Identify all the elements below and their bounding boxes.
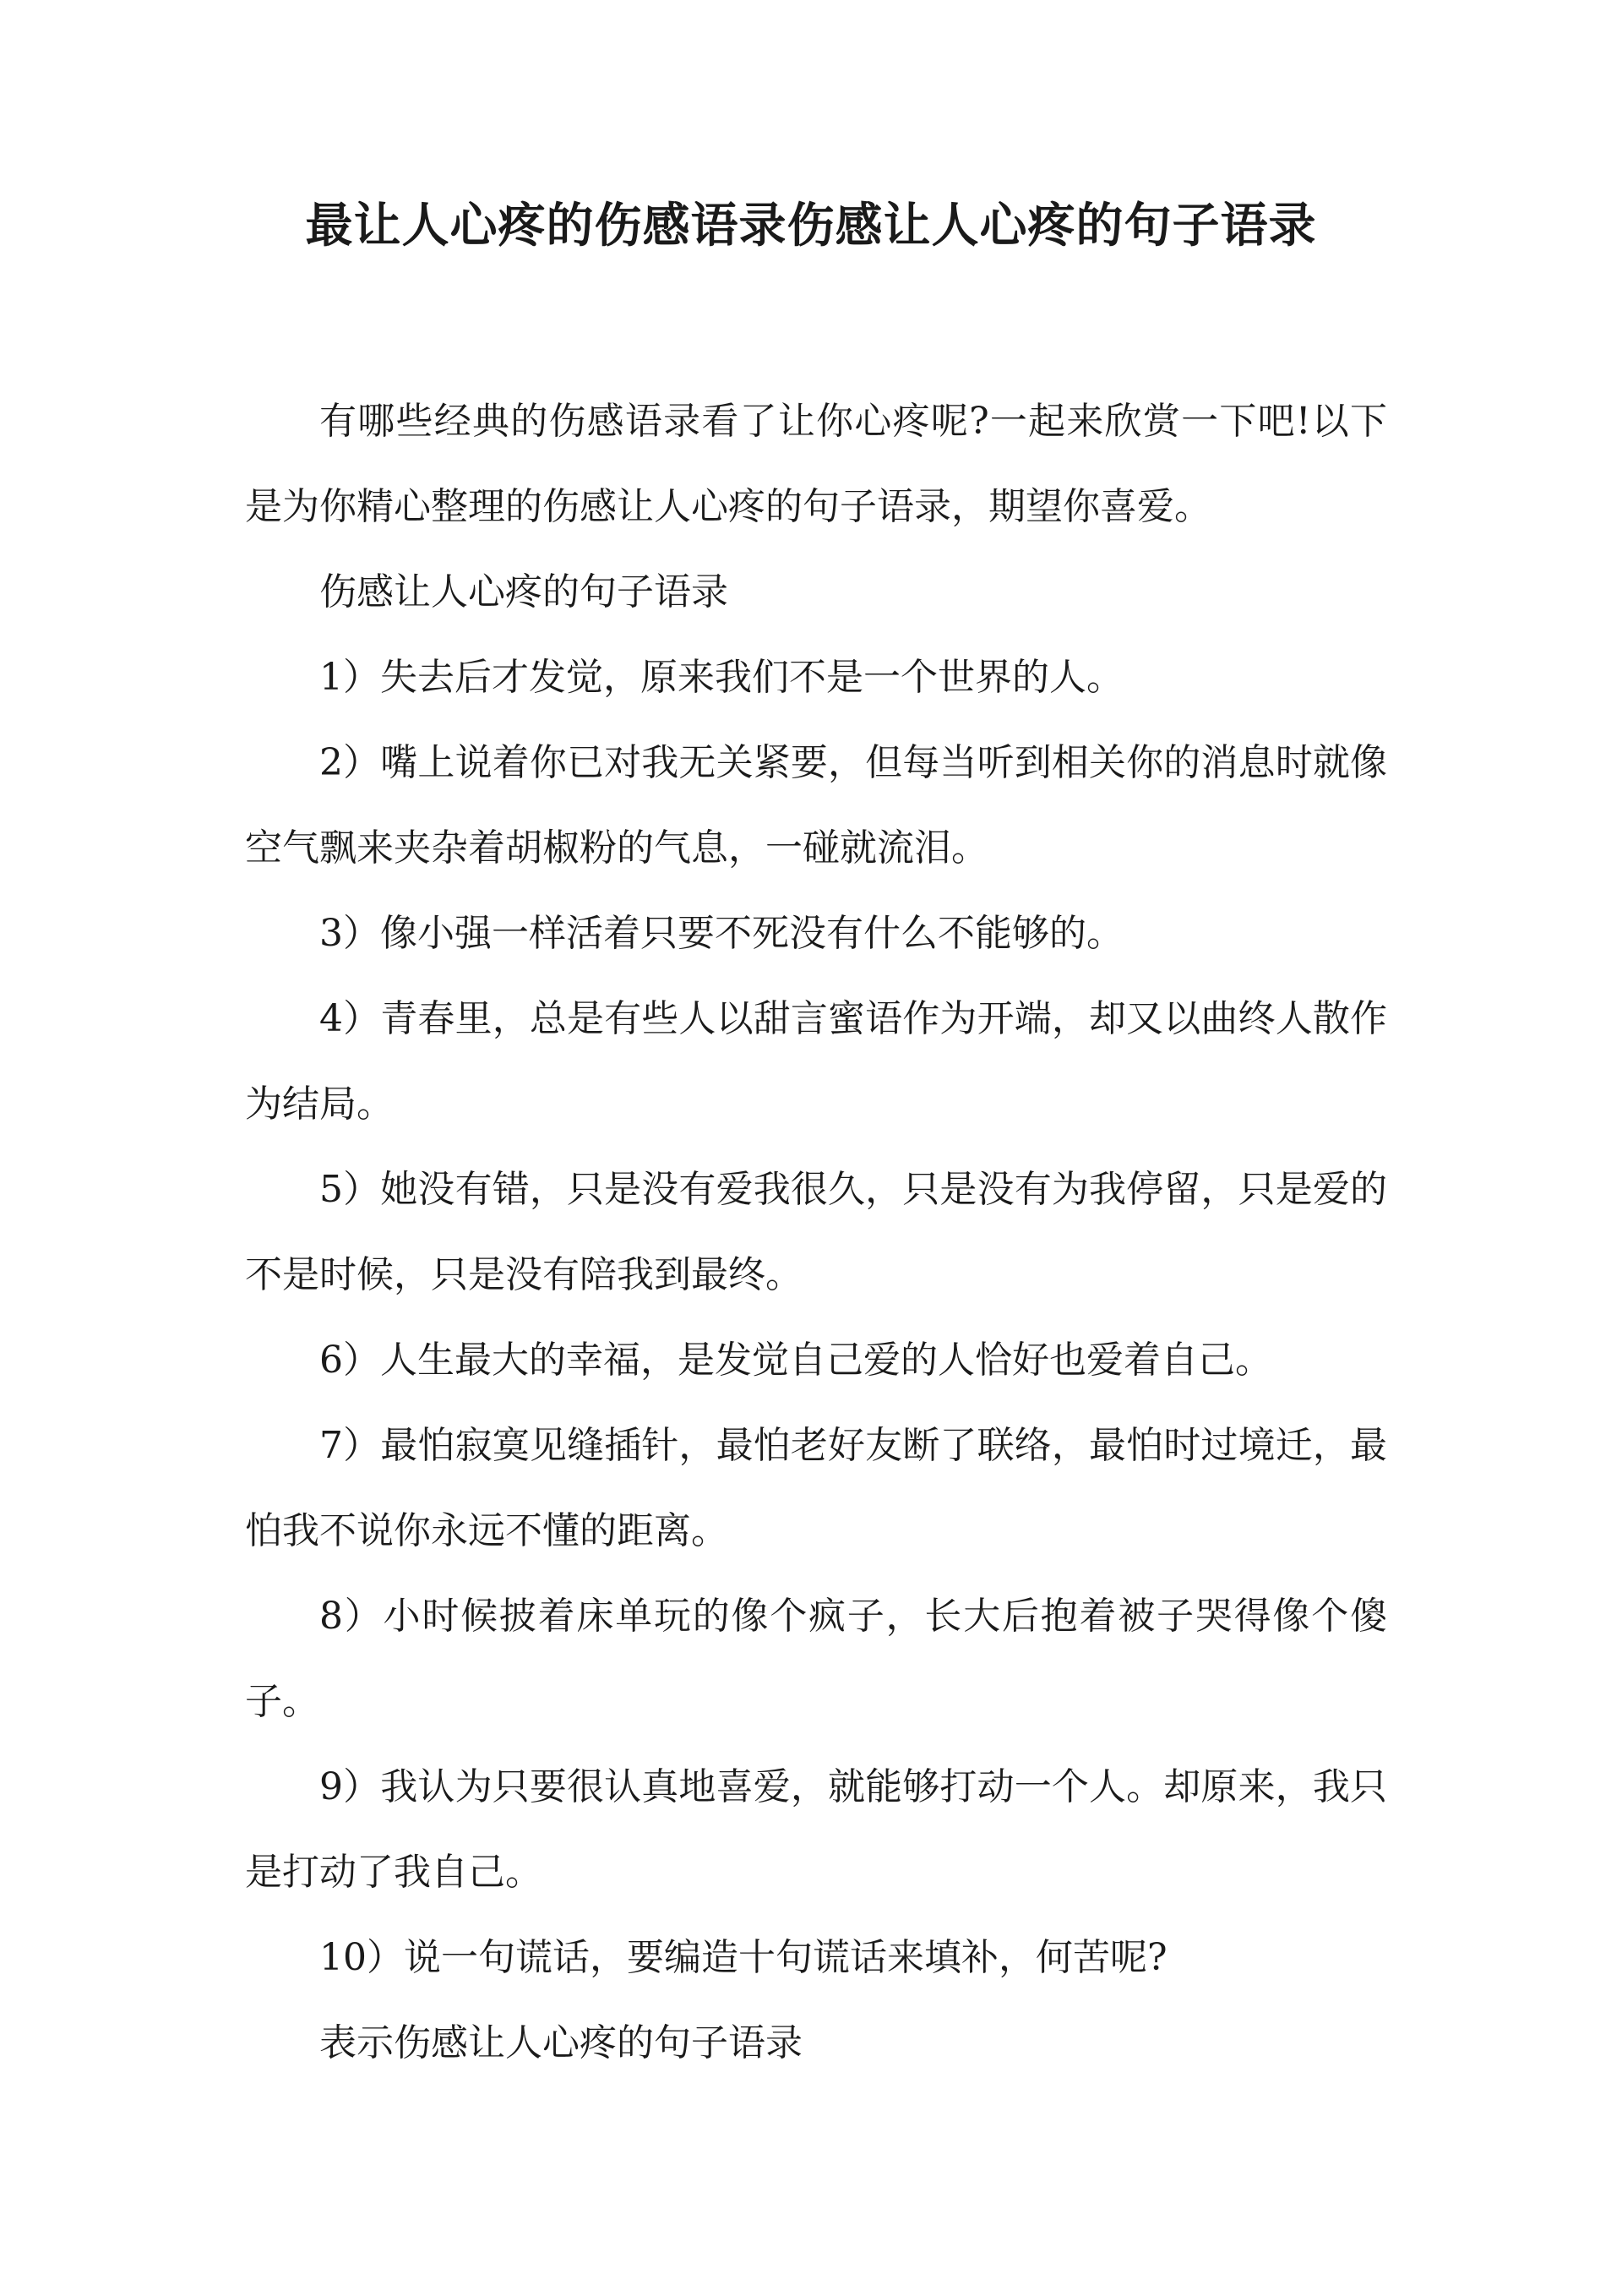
quote-item-7: 7）最怕寂寞见缝插针，最怕老好友断了联络，最怕时过境迁，最怕我不说你永远不懂的距离。 bbox=[245, 1424, 1387, 1552]
quote-item-2: 2）嘴上说着你已对我无关紧要，但每当听到相关你的消息时就像空气飘来夹杂着胡椒粉的气息，一碰就流泪。 bbox=[245, 741, 1387, 870]
document-body bbox=[245, 379, 1387, 2086]
quote-item-6: 6）人生最大的幸福，是发觉自己爱的人恰好也爱着自己。 bbox=[319, 1339, 1272, 1382]
quote-item-5: 5）她没有错，只是没有爱我很久，只是没有为我停留，只是爱的不是时候，只是没有陪我到最终。 bbox=[245, 1168, 1387, 1296]
intro-paragraph: 有哪些经典的伤感语录看了让你心疼呢?一起来欣赏一下吧!以下是为你精心整理的伤感让人心疼的句子语录，期望你喜爱。 bbox=[245, 400, 1387, 528]
section-heading-1: 伤感让人心疼的句子语录 bbox=[319, 570, 728, 614]
quote-item-4: 4）青春里，总是有些人以甜言蜜语作为开端，却又以曲终人散作为结局。 bbox=[245, 997, 1387, 1126]
quote-item-1: 1）失去后才发觉，原来我们不是一个世界的人。 bbox=[319, 656, 1124, 699]
quote-item-9: 9）我认为只要很认真地喜爱，就能够打动一个人。却原来，我只是打动了我自己。 bbox=[245, 1765, 1387, 1894]
quote-item-10: 10）说一句谎话，要编造十句谎话来填补，何苦呢? bbox=[319, 1936, 1168, 1979]
section-heading-2: 表示伤感让人心疼的句子语录 bbox=[319, 2021, 803, 2064]
quote-item-8: 8）小时候披着床单玩的像个疯子，长大后抱着被子哭得像个傻子。 bbox=[245, 1595, 1387, 1723]
document-title: 最让人心疼的伤感语录伤感让人心疼的句子语录 bbox=[305, 198, 1317, 254]
quote-item-3: 3）像小强一样活着只要不死没有什么不能够的。 bbox=[319, 912, 1124, 955]
